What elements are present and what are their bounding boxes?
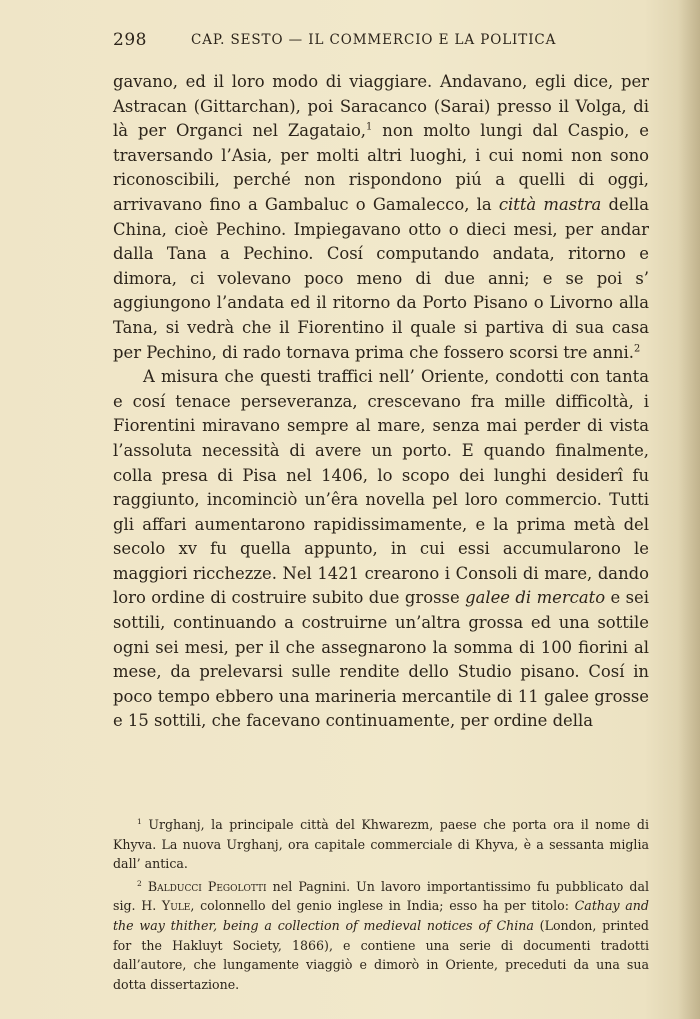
paragraph-2-text-a: A misura che questi traffici nell’ Oriente, condotti con tanta e cosí tenace perseveranza, crescevano fra mille difficoltà, i Fiorentini miravano sempre al mare, senza mai perder di vista l’assoluta necessità di avere un porto. E quando finalmente, colla presa di Pisa nel 1406, lo scopo dei lunghi desiderî fu raggiunto, incominciò un’êra novella pel loro commercio. Tutti gli affari aumentarono rapidissimamente, e la prima metà del secolo xv fu quella appunto, in cui essi accumularono le maggiori ricchezze. Nel 1421 crearono i Consoli di mare, dando loro ordine di costruire subito due grosse (113, 367, 649, 608)
emphasis-citta-mastra: città mastra (498, 194, 602, 214)
running-head: CAP. SESTO — IL COMMERCIO E LA POLITICA (191, 32, 557, 48)
footnote-ref-2: 2 (633, 343, 641, 355)
footnote-1-mark: 1 (137, 816, 142, 826)
paragraph-2-text-b: e sei sottili, continuando a costruirne un’altra grossa ed una sottile ogni sei mesi, per il che assegnarono la somma di 100 fiorini al mese, da prelevarsi sulle rendite dello Studio pisano. Cosí in poco tempo ebbero una marineria mercantile di 11 galee grosse e 15 sottili, che facevano continuamente, per ordine della (113, 588, 649, 731)
footnote-2 (113, 877, 649, 995)
footnote-2-author: Balducci Pegolotti (147, 878, 267, 894)
paragraph-1 (113, 70, 649, 365)
paragraph-2 (113, 365, 649, 734)
page-number: 298 (113, 30, 147, 50)
page-header (113, 30, 658, 54)
paragraph-1-text-c: della China, cioè Pechino. Impiegavano otto o dieci mesi, per andar dalla Tana a Pechino. Cosí computando andata, ritorno e dimora, ci volevano poco meno di due anni; e se poi s’ aggiungono l’andata ed il ritorno da Porto Pisano o Livorno alla Tana, si vedrà che il Fiorentino il quale si partiva di sua casa per Pechino, di rado tornava prima che fossero scorsi tre anni. (113, 194, 649, 362)
footnote-2-text-a: nel Pagnini. Un lavoro importantissimo fu pubblicato dal sig. H. (113, 878, 649, 914)
footnote-ref-1: 1 (366, 121, 373, 133)
paragraph-1-text-b: non molto lungi dal Caspio, e traversando l’Asia, per molti altri luoghi, i cui nomi non sono riconoscibili, perché non rispondono piú a quelli di oggi, arrivavano fino a Gambaluc o Gamalecco, la (113, 121, 650, 214)
main-text (113, 70, 649, 734)
footnotes (113, 815, 649, 997)
emphasis-galee-di-mercato: galee di mercato (465, 588, 606, 608)
footnote-1-text: Urghanj, la principale città del Khwarezm, paese che porta ora il nome di Khyva. La nuova Urghanj, ora capitale commerciale di Khyva, è a sessanta miglia dall’ antica. (113, 817, 649, 872)
footnote-2-yule: Yule (161, 898, 191, 914)
footnote-2-text-b: , colonnello del genio inglese in India; esso ha per titolo: (190, 898, 575, 914)
page-edge-shadow (678, 0, 700, 1019)
footnote-2-text-c: (London, printed for the Hakluyt Society, 1866), e contiene una serie di documenti tradotti dall’autore, che lungamente viaggiò e dimorò in Oriente, preceduti da una sua dotta dissertazione. (113, 917, 649, 992)
footnote-2-mark: 2 (137, 878, 142, 888)
footnote-1 (113, 815, 649, 874)
footnote-2-book-title: Cathay and the way thither, being a collection of medieval notices of China (113, 898, 649, 933)
paragraph-1-text-a: gavano, ed il loro modo di viaggiare. Andavano, egli dice, per Astracan (Gittarchan), poi Saracanco (Sarai) presso il Volga, di là per Organci nel Zagataio, (113, 72, 649, 141)
